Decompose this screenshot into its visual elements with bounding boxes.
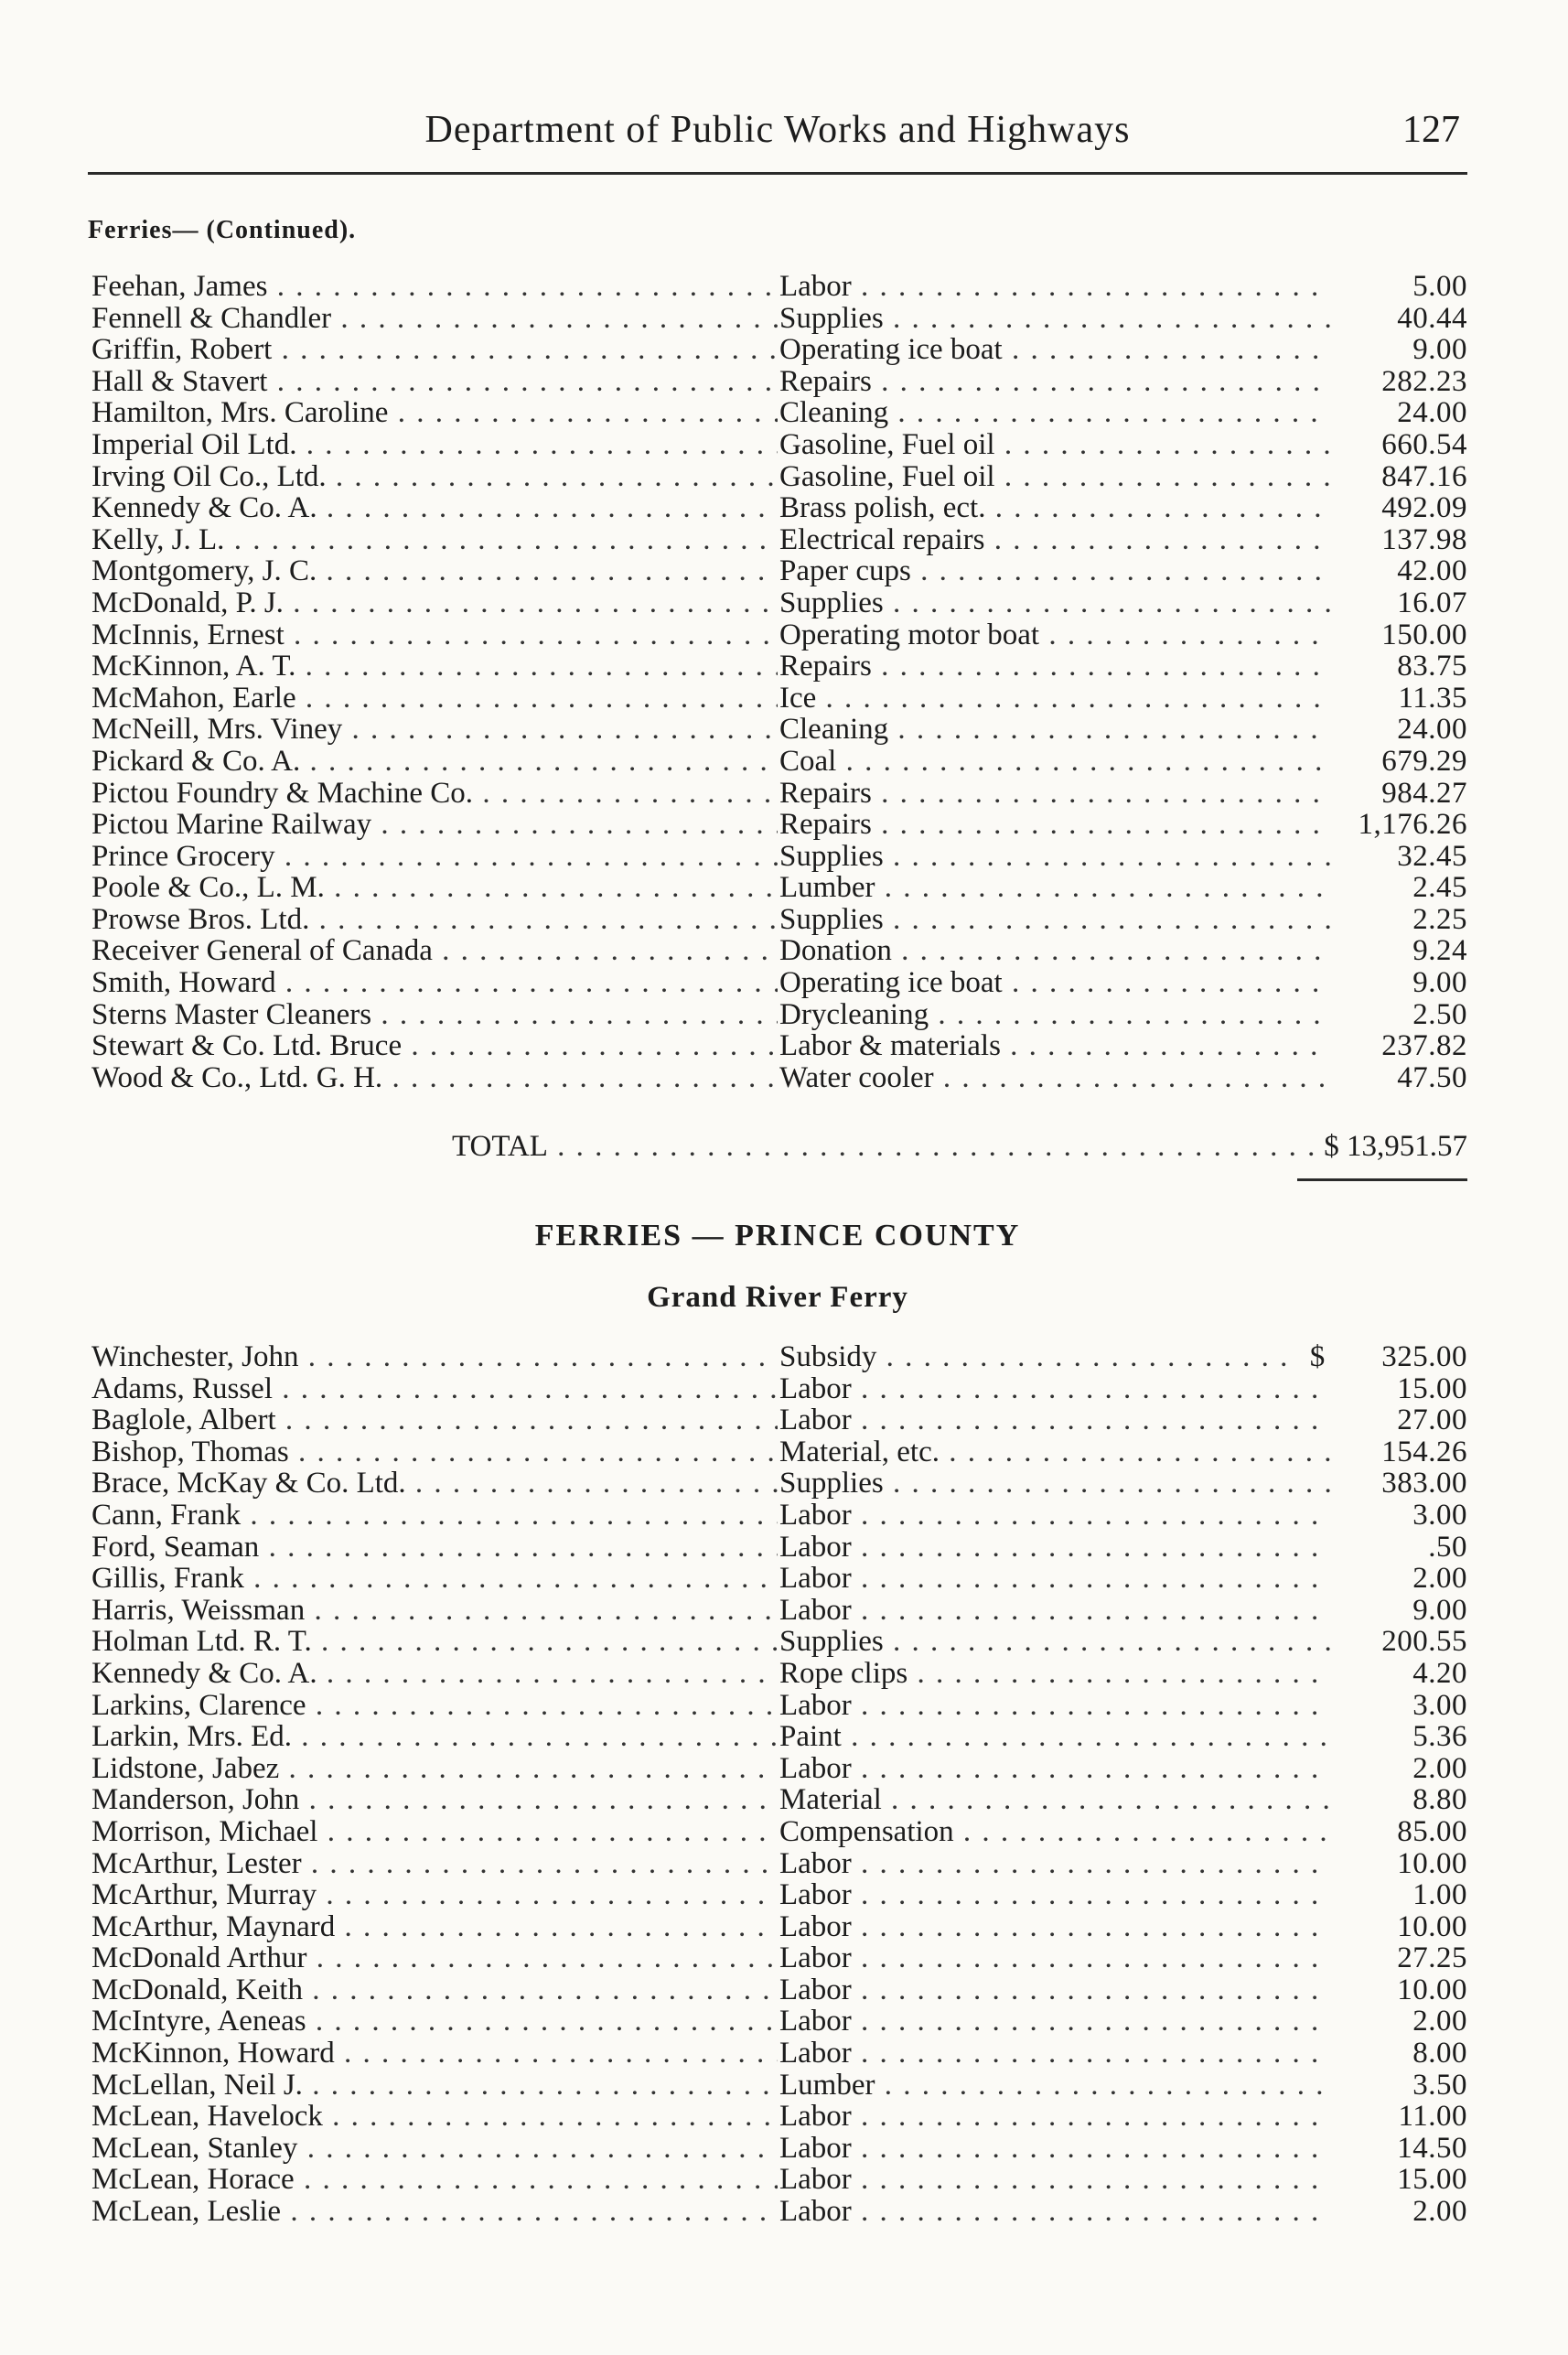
payee-name: Winchester, John . . . bbox=[91, 1341, 778, 1373]
expense-description: Labor & materials . . . bbox=[779, 1030, 1381, 1062]
payee-name: Imperial Oil Ltd. . . . bbox=[91, 429, 778, 461]
payee-name: Manderson, John . . . bbox=[91, 1784, 778, 1816]
payee-name: McArthur, Lester . . . bbox=[91, 1848, 778, 1880]
ledger-row bbox=[91, 999, 1467, 1031]
dollar-sign: $ bbox=[1299, 1341, 1336, 1373]
amount: 847.16 bbox=[1330, 461, 1467, 493]
payee-name: Lidstone, Jabez . . . bbox=[91, 1753, 778, 1785]
payee-name: McArthur, Murray . . . bbox=[91, 1879, 778, 1911]
payee-name: Pictou Foundry & Machine Co. . . . bbox=[91, 778, 778, 810]
amount: 15.00 bbox=[1330, 2164, 1467, 2196]
expense-description: Paint . . . bbox=[779, 1721, 1381, 1753]
ledger-row bbox=[91, 1341, 1467, 1373]
amount: 3.00 bbox=[1330, 1500, 1467, 1532]
amount: 47.50 bbox=[1330, 1062, 1467, 1094]
payee-name: Sterns Master Cleaners . . . bbox=[91, 999, 778, 1031]
payee-name: Receiver General of Canada . . . bbox=[91, 935, 778, 967]
expense-description: Labor . . . bbox=[779, 1500, 1381, 1532]
amount: 42.00 bbox=[1330, 555, 1467, 587]
amount: 1.00 bbox=[1330, 1879, 1467, 1911]
expense-description: Supplies . . . bbox=[779, 904, 1381, 936]
grand-river-ferry-list bbox=[91, 1341, 1467, 2228]
ledger-row bbox=[91, 841, 1467, 873]
amount: 27.00 bbox=[1330, 1404, 1467, 1436]
expense-description: Operating ice boat . . . bbox=[779, 334, 1381, 366]
expense-description: Rope clips . . . bbox=[779, 1658, 1381, 1690]
amount: 150.00 bbox=[1330, 619, 1467, 651]
section-continued-label: Ferries— (Continued). bbox=[88, 216, 357, 244]
payee-name: McArthur, Maynard . . . bbox=[91, 1911, 778, 1943]
payee-name: Smith, Howard . . . bbox=[91, 967, 778, 999]
section-title: FERRIES — PRINCE COUNTY bbox=[534, 1219, 1021, 1253]
amount: 10.00 bbox=[1330, 1974, 1467, 2006]
expense-description: Supplies . . . bbox=[779, 841, 1381, 873]
payee-name: McLean, Leslie . . . bbox=[91, 2196, 778, 2228]
payee-name: McLean, Horace . . . bbox=[91, 2164, 778, 2196]
ledger-row bbox=[91, 1721, 1467, 1753]
payee-name: Montgomery, J. C. . . . bbox=[91, 555, 778, 587]
expense-description: Labor . . . bbox=[779, 271, 1381, 303]
amount: 8.80 bbox=[1330, 1784, 1467, 1816]
amount: 2.00 bbox=[1330, 1753, 1467, 1785]
ledger-row bbox=[91, 809, 1467, 841]
payee-name: Griffin, Robert . . . bbox=[91, 334, 778, 366]
expense-description: Labor . . . bbox=[779, 1595, 1381, 1627]
expense-description: Labor . . . bbox=[779, 1879, 1381, 1911]
ledger-row bbox=[91, 524, 1467, 556]
amount: 200.55 bbox=[1330, 1626, 1467, 1658]
ledger-row bbox=[91, 303, 1467, 335]
ledger-row bbox=[91, 334, 1467, 366]
total-rule bbox=[1297, 1178, 1467, 1181]
amount: 24.00 bbox=[1330, 714, 1467, 746]
ledger-row bbox=[91, 1626, 1467, 1658]
expense-description: Labor . . . bbox=[779, 1532, 1381, 1564]
ledger-row bbox=[91, 492, 1467, 524]
payee-name: Pictou Marine Railway . . . bbox=[91, 809, 778, 841]
expense-description: Labor . . . bbox=[779, 1373, 1381, 1405]
payee-name: Pickard & Co. A. . . . bbox=[91, 746, 778, 778]
expense-description: Ice . . . bbox=[779, 683, 1381, 715]
payee-name: Cann, Frank . . . bbox=[91, 1500, 778, 1532]
amount: 679.29 bbox=[1330, 746, 1467, 778]
expense-description: Gasoline, Fuel oil . . . bbox=[779, 429, 1381, 461]
amount: 10.00 bbox=[1330, 1911, 1467, 1943]
amount: 2.00 bbox=[1330, 1563, 1467, 1595]
ledger-row bbox=[91, 778, 1467, 810]
payee-name: Prince Grocery . . . bbox=[91, 841, 778, 873]
amount: 9.00 bbox=[1330, 1595, 1467, 1627]
ledger-row bbox=[91, 1500, 1467, 1532]
payee-name: Hamilton, Mrs. Caroline . . . bbox=[91, 397, 778, 429]
amount: 3.00 bbox=[1330, 1690, 1467, 1722]
ledger-row bbox=[91, 651, 1467, 683]
payee-name: Larkins, Clarence . . . bbox=[91, 1690, 778, 1722]
expense-description: Water cooler . . . bbox=[779, 1062, 1381, 1094]
amount: 83.75 bbox=[1330, 651, 1467, 683]
expense-description: Labor . . . bbox=[779, 1563, 1381, 1595]
expense-description: Supplies . . . bbox=[779, 1468, 1381, 1500]
amount: 85.00 bbox=[1330, 1816, 1467, 1848]
expense-description: Labor . . . bbox=[779, 2196, 1381, 2228]
amount: 5.00 bbox=[1330, 271, 1467, 303]
payee-name: McLellan, Neil J. . . . bbox=[91, 2070, 778, 2102]
ledger-row bbox=[91, 1974, 1467, 2006]
expense-description: Donation . . . bbox=[779, 935, 1381, 967]
amount: 984.27 bbox=[1330, 778, 1467, 810]
expense-description: Labor . . . bbox=[779, 1848, 1381, 1880]
payee-name: Poole & Co., L. M. . . . bbox=[91, 872, 778, 904]
expense-description: Lumber . . . bbox=[779, 2070, 1381, 2102]
payee-name: Wood & Co., Ltd. G. H. . . . bbox=[91, 1062, 778, 1094]
payee-name: Kelly, J. L. . . . bbox=[91, 524, 778, 556]
payee-name: Baglole, Albert . . . bbox=[91, 1404, 778, 1436]
expense-description: Repairs . . . bbox=[779, 366, 1381, 398]
ledger-row bbox=[91, 461, 1467, 493]
ledger-row bbox=[91, 714, 1467, 746]
amount: 9.00 bbox=[1330, 967, 1467, 999]
expense-description: Operating motor boat . . . bbox=[779, 619, 1381, 651]
amount: 660.54 bbox=[1330, 429, 1467, 461]
ledger-row bbox=[91, 1532, 1467, 1564]
ledger-row bbox=[91, 1436, 1467, 1468]
amount: 4.20 bbox=[1330, 1658, 1467, 1690]
amount: 137.98 bbox=[1330, 524, 1467, 556]
payee-name: McInnis, Ernest . . . bbox=[91, 619, 778, 651]
subsection-title: Grand River Ferry bbox=[647, 1281, 908, 1314]
amount: 154.26 bbox=[1330, 1436, 1467, 1468]
payee-name: Gillis, Frank . . . bbox=[91, 1563, 778, 1595]
payee-name: McDonald Arthur . . . bbox=[91, 1942, 778, 1974]
total-label: TOTAL . . . bbox=[452, 1128, 1376, 1165]
expense-description: Labor . . . bbox=[779, 1974, 1381, 2006]
payee-name: McIntyre, Aeneas . . . bbox=[91, 2006, 778, 2038]
expense-description: Repairs . . . bbox=[779, 809, 1381, 841]
expense-description: Material, etc. . . . bbox=[779, 1436, 1381, 1468]
expense-description: Material . . . bbox=[779, 1784, 1381, 1816]
ledger-row bbox=[91, 1373, 1467, 1405]
payee-name: Hall & Stavert . . . bbox=[91, 366, 778, 398]
ledger-row bbox=[91, 1784, 1467, 1816]
payee-name: Feehan, James . . . bbox=[91, 271, 778, 303]
amount: 15.00 bbox=[1330, 1373, 1467, 1405]
ledger-row bbox=[91, 1753, 1467, 1785]
total-row bbox=[91, 1128, 1467, 1165]
ledger-row bbox=[91, 587, 1467, 619]
ledger-row bbox=[91, 429, 1467, 461]
expense-description: Cleaning . . . bbox=[779, 714, 1381, 746]
expense-description: Labor . . . bbox=[779, 2164, 1381, 2196]
expense-description: Lumber . . . bbox=[779, 872, 1381, 904]
ledger-row bbox=[91, 2133, 1467, 2165]
amount: 24.00 bbox=[1330, 397, 1467, 429]
payee-name: McDonald, Keith . . . bbox=[91, 1974, 778, 2006]
ledger-row bbox=[91, 935, 1467, 967]
total-amount: $ 13,951.57 bbox=[1315, 1128, 1467, 1165]
amount: 3.50 bbox=[1330, 2070, 1467, 2102]
payee-name: Kennedy & Co. A. . . . bbox=[91, 1658, 778, 1690]
payee-name: McKinnon, A. T. . . . bbox=[91, 651, 778, 683]
ledger-row bbox=[91, 683, 1467, 715]
expense-description: Paper cups . . . bbox=[779, 555, 1381, 587]
payee-name: Ford, Seaman . . . bbox=[91, 1532, 778, 1564]
ledger-row bbox=[91, 271, 1467, 303]
payee-name: McLean, Havelock . . . bbox=[91, 2101, 778, 2133]
ferries-continued-list bbox=[91, 271, 1467, 1093]
ledger-row bbox=[91, 904, 1467, 936]
payee-name: McDonald, P. J. . . . bbox=[91, 587, 778, 619]
expense-description: Electrical repairs . . . bbox=[779, 524, 1381, 556]
ledger-row bbox=[91, 1062, 1467, 1094]
ledger-row bbox=[91, 2070, 1467, 2102]
ledger-row bbox=[91, 1404, 1467, 1436]
page-title: Department of Public Works and Highways bbox=[424, 109, 1131, 151]
expense-description: Compensation . . . bbox=[779, 1816, 1381, 1848]
amount: 325.00 bbox=[1330, 1341, 1467, 1373]
amount: 10.00 bbox=[1330, 1848, 1467, 1880]
expense-description: Operating ice boat . . . bbox=[779, 967, 1381, 999]
amount: 40.44 bbox=[1330, 303, 1467, 335]
ledger-row bbox=[91, 2101, 1467, 2133]
payee-name: McKinnon, Howard . . . bbox=[91, 2038, 778, 2070]
expense-description: Labor . . . bbox=[779, 1404, 1381, 1436]
payee-name: McLean, Stanley . . . bbox=[91, 2133, 778, 2165]
payee-name: McNeill, Mrs. Viney . . . bbox=[91, 714, 778, 746]
amount: 9.00 bbox=[1330, 334, 1467, 366]
payee-name: Morrison, Michael . . . bbox=[91, 1816, 778, 1848]
amount: 9.24 bbox=[1330, 935, 1467, 967]
amount: 282.23 bbox=[1330, 366, 1467, 398]
page-header bbox=[88, 108, 1467, 175]
ledger-row bbox=[91, 1879, 1467, 1911]
ledger-row bbox=[91, 746, 1467, 778]
payee-name: Larkin, Mrs. Ed. . . . bbox=[91, 1721, 778, 1753]
expense-description: Supplies . . . bbox=[779, 303, 1381, 335]
payee-name: Holman Ltd. R. T. . . . bbox=[91, 1626, 778, 1658]
expense-description: Supplies . . . bbox=[779, 1626, 1381, 1658]
amount: 2.00 bbox=[1330, 2006, 1467, 2038]
payee-name: Prowse Bros. Ltd. . . . bbox=[91, 904, 778, 936]
amount: 492.09 bbox=[1330, 492, 1467, 524]
ledger-row bbox=[91, 2164, 1467, 2196]
ledger-row bbox=[91, 2006, 1467, 2038]
expense-description: Repairs . . . bbox=[779, 651, 1381, 683]
payee-name: Bishop, Thomas . . . bbox=[91, 1436, 778, 1468]
expense-description: Labor . . . bbox=[779, 1942, 1381, 1974]
expense-description: Labor . . . bbox=[779, 1753, 1381, 1785]
amount: 2.45 bbox=[1330, 872, 1467, 904]
amount: 2.50 bbox=[1330, 999, 1467, 1031]
ledger-row bbox=[91, 1595, 1467, 1627]
ledger-row bbox=[91, 1848, 1467, 1880]
payee-name: Harris, Weissman . . . bbox=[91, 1595, 778, 1627]
ledger-row bbox=[91, 1911, 1467, 1943]
ledger-row bbox=[91, 366, 1467, 398]
ledger-row bbox=[91, 2038, 1467, 2070]
payee-name: Kennedy & Co. A. . . . bbox=[91, 492, 778, 524]
ledger-row bbox=[91, 555, 1467, 587]
amount: 11.35 bbox=[1330, 683, 1467, 715]
amount: 8.00 bbox=[1330, 2038, 1467, 2070]
page-number: 127 bbox=[1402, 109, 1460, 151]
amount: 2.25 bbox=[1330, 904, 1467, 936]
expense-description: Brass polish, ect. . . . bbox=[779, 492, 1381, 524]
expense-description: Supplies . . . bbox=[779, 587, 1381, 619]
expense-description: Labor . . . bbox=[779, 2101, 1381, 2133]
amount: 16.07 bbox=[1330, 587, 1467, 619]
amount: 237.82 bbox=[1330, 1030, 1467, 1062]
expense-description: Subsidy . . . bbox=[779, 1341, 1381, 1373]
payee-name: McMahon, Earle . . . bbox=[91, 683, 778, 715]
payee-name: Adams, Russel . . . bbox=[91, 1373, 778, 1405]
ledger-row bbox=[91, 397, 1467, 429]
amount: 5.36 bbox=[1330, 1721, 1467, 1753]
payee-name: Irving Oil Co., Ltd. . . . bbox=[91, 461, 778, 493]
ledger-row bbox=[91, 619, 1467, 651]
ledger-row bbox=[91, 872, 1467, 904]
expense-description: Labor . . . bbox=[779, 1911, 1381, 1943]
payee-name: Fennell & Chandler . . . bbox=[91, 303, 778, 335]
amount: 32.45 bbox=[1330, 841, 1467, 873]
ledger-row bbox=[91, 1690, 1467, 1722]
ledger-row bbox=[91, 967, 1467, 999]
ledger-row bbox=[91, 1942, 1467, 1974]
expense-description: Drycleaning . . . bbox=[779, 999, 1381, 1031]
payee-name: Brace, McKay & Co. Ltd. . . . bbox=[91, 1468, 778, 1500]
expense-description: Coal . . . bbox=[779, 746, 1381, 778]
amount: 11.00 bbox=[1330, 2101, 1467, 2133]
ledger-row bbox=[91, 1030, 1467, 1062]
ledger-row bbox=[91, 1658, 1467, 1690]
expense-description: Repairs . . . bbox=[779, 778, 1381, 810]
amount: 383.00 bbox=[1330, 1468, 1467, 1500]
expense-description: Gasoline, Fuel oil . . . bbox=[779, 461, 1381, 493]
amount: 1,176.26 bbox=[1330, 809, 1467, 841]
ledger-row bbox=[91, 1816, 1467, 1848]
amount: 27.25 bbox=[1330, 1942, 1467, 1974]
payee-name: Stewart & Co. Ltd. Bruce . . . bbox=[91, 1030, 778, 1062]
ledger-row bbox=[91, 1468, 1467, 1500]
expense-description: Labor . . . bbox=[779, 2133, 1381, 2165]
ledger-row bbox=[91, 2196, 1467, 2228]
amount: .50 bbox=[1330, 1532, 1467, 1564]
expense-description: Labor . . . bbox=[779, 2006, 1381, 2038]
amount: 2.00 bbox=[1330, 2196, 1467, 2228]
ledger-row bbox=[91, 1563, 1467, 1595]
expense-description: Labor . . . bbox=[779, 1690, 1381, 1722]
amount: 14.50 bbox=[1330, 2133, 1467, 2165]
expense-description: Cleaning . . . bbox=[779, 397, 1381, 429]
expense-description: Labor . . . bbox=[779, 2038, 1381, 2070]
